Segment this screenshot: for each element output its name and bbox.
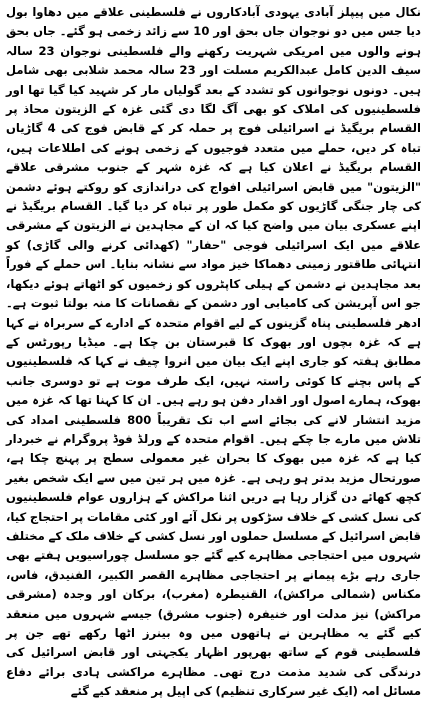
article-body [6, 3, 421, 702]
article-paragraph: نکال میں پیپلز آبادی یہودی آبادکاروں نے فلسطینی علاقے میں دھاوا بول دیا جس میں دو نوجوان جاں بحق اور 10 سے زائد زخمی ہو گئے۔ جاں بحق ہونے والوں میں امریکی شہریت رکھنے والے فلسطینی نوجوان 23 سالہ سیف الدین کامل عبدالکریم مسلت اور 23 سالہ محمد شلابی بھی شامل ہیں۔ دونوں نوجوانوں کو تشدد کے بعد گولیاں مار کر شہید کیا گیا تھا اور فلسطینیوں کی املاک کو بھی آگ لگا دی گئی غزہ کے الزیتون محاذ پر القسام بریگیڈ نے اسرائیلی فوج پر حملہ کر کے قابض فوج کی 4 گاڑیاں تباہ کر دیں، حملے میں متعدد فوجیوں کے زخمی ہونے کی اطلاعات ہیں، القسام بریگیڈ نے اعلان کیا ہے کہ غزہ شہر کے جنوب مشرقی علاقے "الزیتون" میں قابض اسرائیلی افواج کی دراندازی کو روکتے ہوئے دشمن کی چار جنگی گاڑیوں کو مکمل طور پر تباہ کر دیا گیا۔ القسام بریگیڈ نے اپنے عسکری بیان میں واضح کیا کہ ان کے مجاہدین نے الزیتون کے مشرقی علاقے میں ایک اسرائیلی فوجی "حفار" (کھدائی کرنے والی گاڑی) کو انتہائی طاقتور زمینی دھماکا خیز مواد سے نشانہ بنایا۔ اس حملے کے فوراً بعد مجاہدین نے دشمن کے ہیلی کاپٹروں کو زخمیوں کو اٹھاتے ہوئے دیکھا، جو اس آپریشن کی کامیابی اور دشمن کے نقصانات کا منہ بولتا ثبوت ہے۔ ادھر فلسطینی پناہ گزینوں کے لیے اقوام متحدہ کے ادارے کے سربراہ نے کہا ہے کہ غزہ بچوں اور بھوک کا قبرستان بن چکا ہے۔ میڈیا رپورٹس کے مطابق ہفتہ کو جاری اپنے ایک بیان میں انروا چیف نے کہا کہ فلسطینیوں کے پاس بچنے کا کوئی راستہ نہیں، ایک طرف موت ہے تو دوسری جانب بھوک، ہمارے اصول اور اقدار دفن ہو رہے ہیں۔ ان کا کہنا تھا کہ غزہ میں مزید انتشار لانے کی بجائے اسے اب تک تقریباً 800 فلسطینی امداد کی تلاش میں مارے جا چکے ہیں۔ اقوام متحدہ کے ورلڈ فوڈ پروگرام نے خبردار کیا ہے کہ غزہ میں بھوک کا بحران غیر معمولی سطح پر پہنچ چکا ہے، صورتحال مزید بدتر ہو رہی ہے۔ غزہ میں ہر تین میں سے ایک شخص بغیر کچھ کھائے دن گزار رہا ہے دریں اثنا مراکش کے ہزاروں عوام فلسطینیوں کی نسل کشی کے خلاف سڑکوں پر نکل آئے اور کئی مقامات پر احتجاج کیا، قابض اسرائیل کے مسلسل حملوں اور نسل کشی کے خلاف ملک کے مختلف شہروں میں احتجاجی مظاہرے کیے گئے جو مسلسل چوراسیویں ہفتے بھی جاری رہے بڑے پیمانے پر احتجاجی مظاہرے القصر الکبیر، الفنیدق، فاس، مکناس (شمالی مراکش)، القنیطرہ (مغرب)، برکان اور وجدہ (مشرقی مراکش) نیز مدلت اور خنیفرہ (جنوب مشرق) جیسے شہروں میں منعقد کیے گئے یہ مظاہرین نے ہاتھوں میں وہ بینرز اٹھا رکھے تھے جن پر فلسطینی قوم کے ساتھ بھرپور اظہار یکجہتی اور قابض اسرائیل کی درندگی کی شدید مذمت درج تھی۔ مظاہرے مراکشی ہادی برائے دفاع مسائل امہ (ایک غیر سرکاری تنظیم) کی اپیل پر منعقد کیے گئے [6, 5, 422, 699]
